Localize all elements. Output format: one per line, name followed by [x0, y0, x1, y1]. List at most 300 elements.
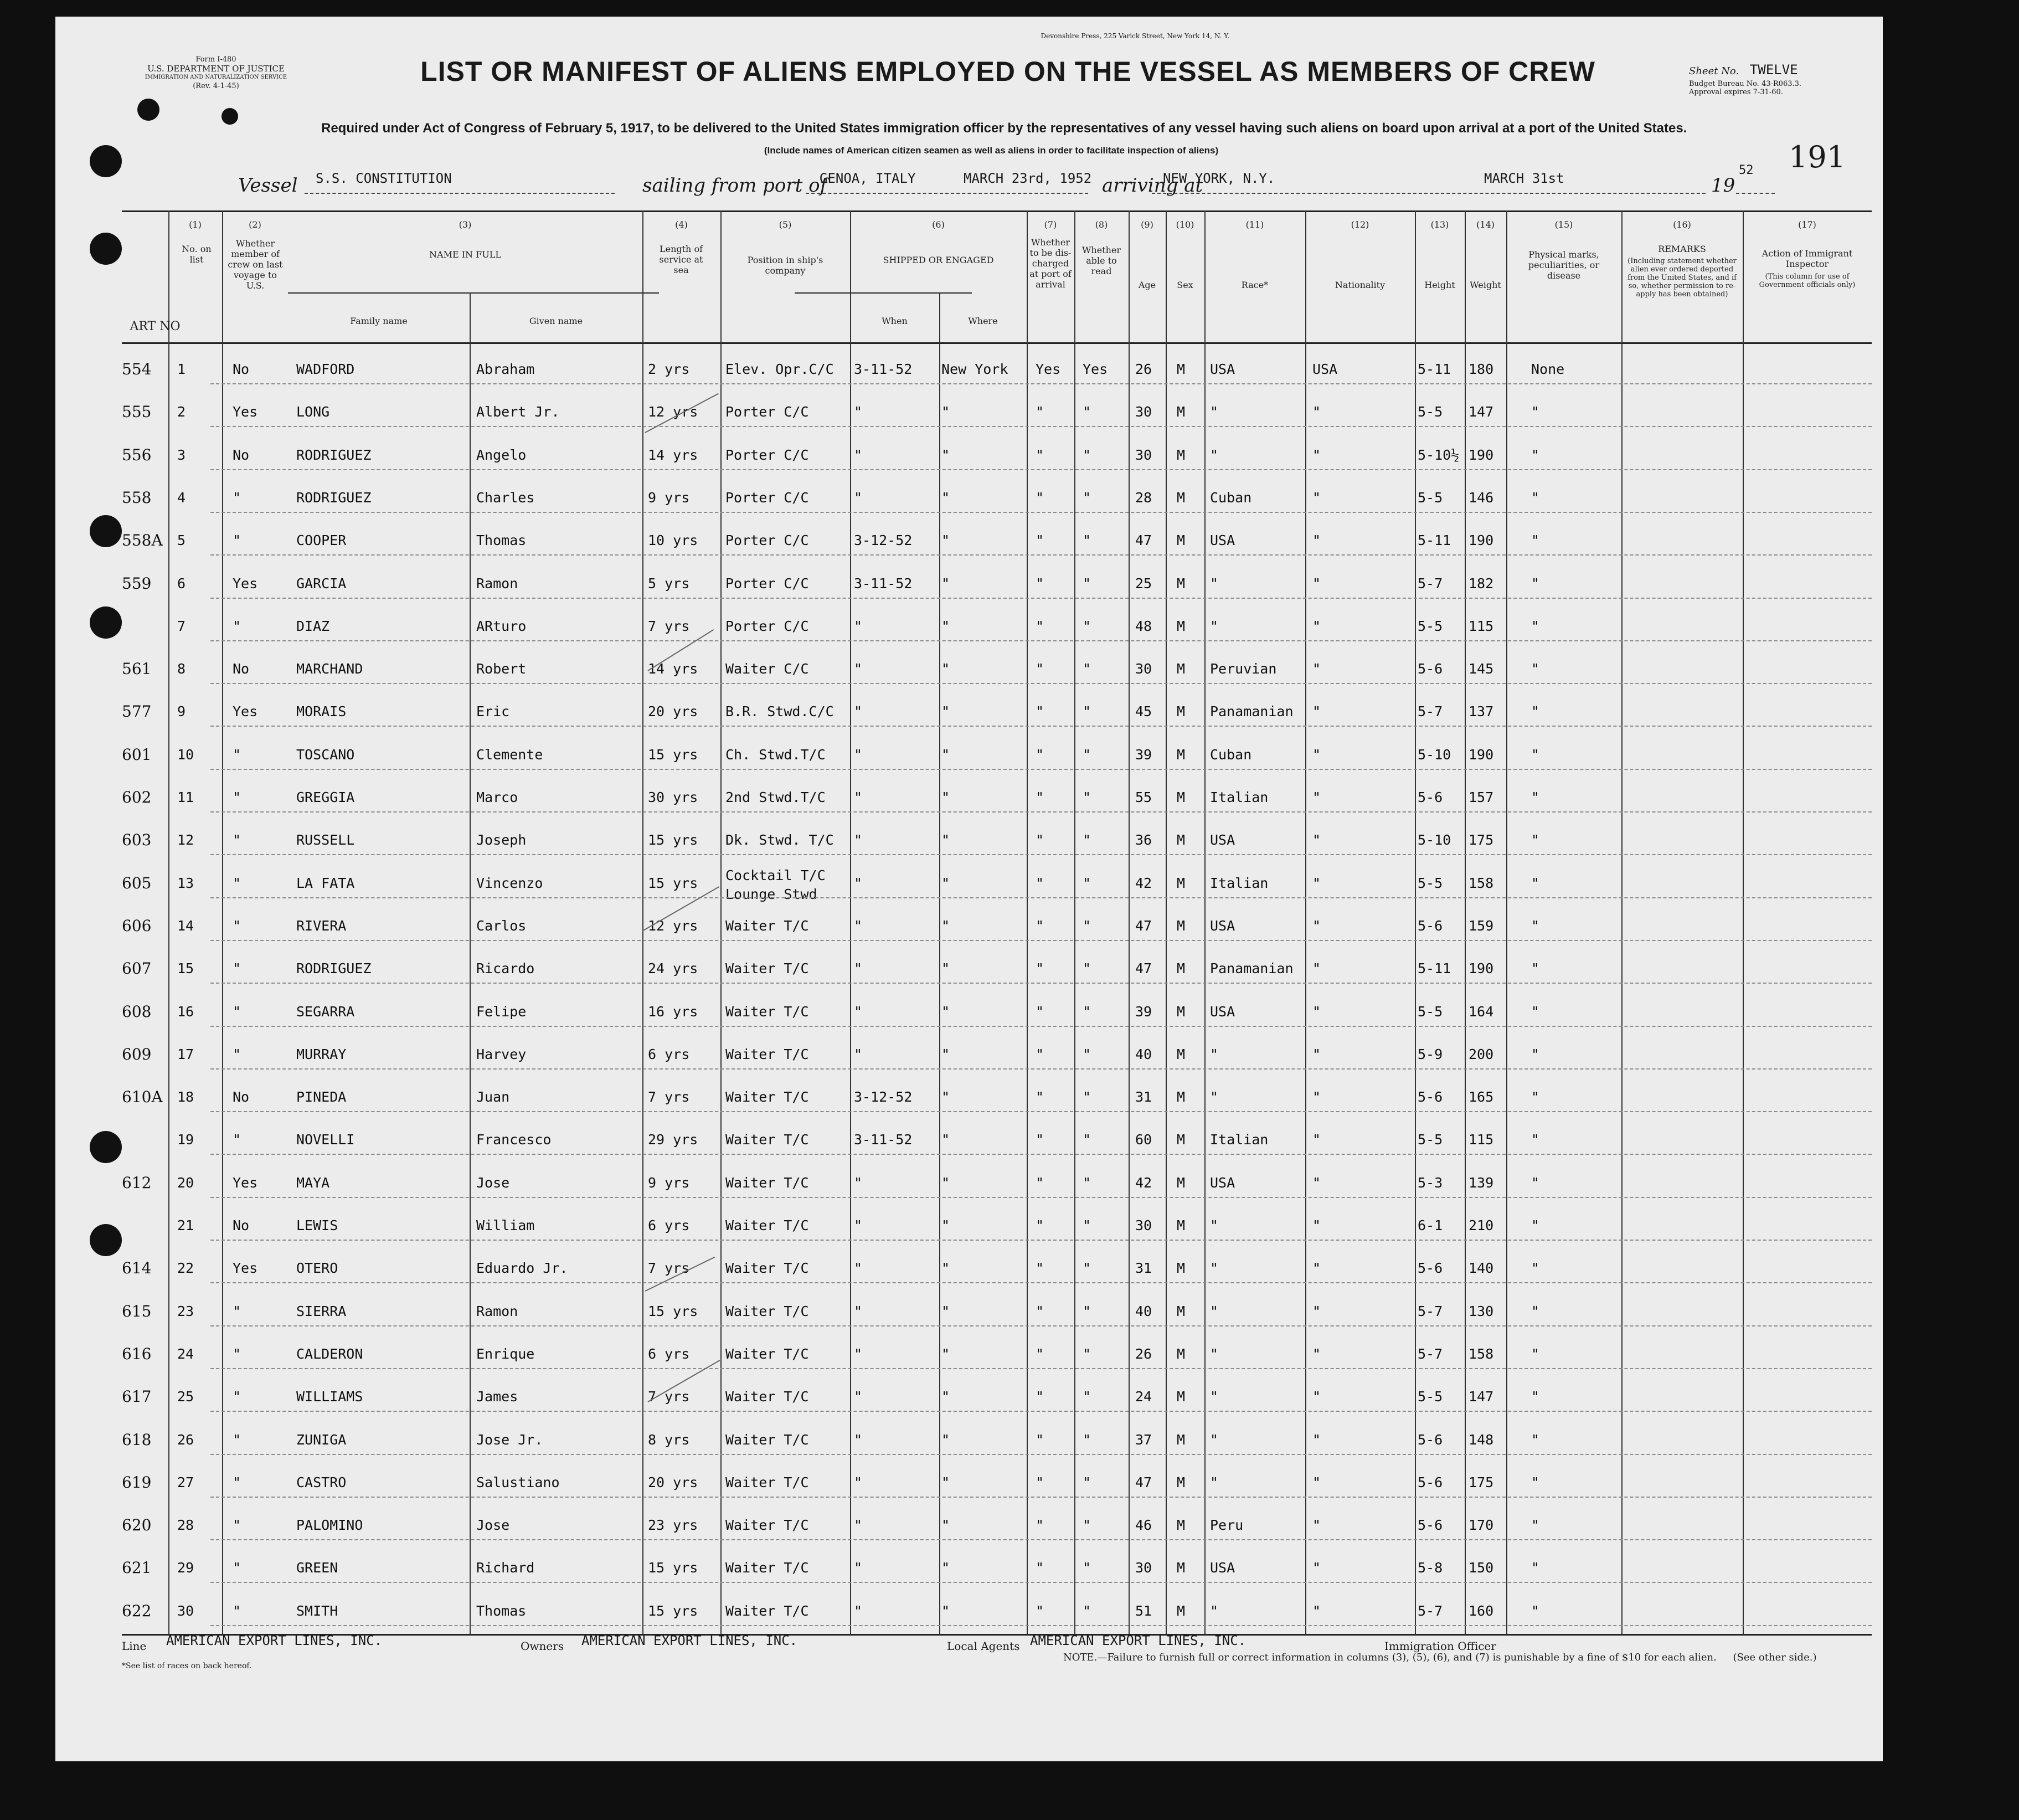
race: "	[1210, 1046, 1219, 1062]
nationality-header: Nationality	[1335, 280, 1386, 290]
able-to-read: "	[1083, 1003, 1091, 1020]
col-10-number: (10)	[1176, 219, 1194, 230]
race: "	[1210, 404, 1219, 420]
age: 26	[1135, 361, 1152, 377]
family-name: CASTRO	[296, 1474, 347, 1490]
physical-marks: "	[1531, 1389, 1540, 1405]
given-name: Felipe	[476, 1003, 527, 1020]
nationality: "	[1312, 703, 1321, 720]
engaged-where: "	[941, 1132, 950, 1148]
sheet-number	[1689, 62, 1798, 78]
table-row	[122, 1077, 1872, 1119]
discharged: "	[1036, 1431, 1044, 1448]
service-length: 10 yrs	[648, 532, 698, 549]
penalty-note	[1063, 1652, 1816, 1663]
sheet-value: TWELVE	[1749, 62, 1798, 78]
nationality: "	[1312, 532, 1321, 549]
weight: 170	[1469, 1517, 1494, 1534]
height: 5-7	[1418, 1602, 1443, 1619]
budget-info	[1689, 80, 1801, 96]
agents-value: AMERICAN EXPORT LINES, INC.	[1030, 1633, 1247, 1648]
physical-marks: "	[1531, 960, 1540, 977]
sex: M	[1177, 789, 1186, 805]
inspector-action-header: Action of Immigrant Inspector	[1762, 248, 1853, 269]
art-number: 559	[122, 574, 152, 593]
remarks-note: (Including statement whether alien ever ordered deported from the United States, and if so, whether permission to re-apply has been obtained)	[1627, 257, 1737, 299]
list-number: 24	[177, 1345, 194, 1362]
table-row	[122, 1505, 1872, 1547]
able-to-read: "	[1083, 1431, 1091, 1448]
year-prefix: 19	[1711, 174, 1735, 197]
ship-position: Waiter T/C	[725, 1089, 809, 1106]
art-number: 558	[122, 488, 152, 507]
given-name: Juan	[476, 1089, 510, 1106]
legal-subtitle: Required under Act of Congress of February 5, 1917, to be delivered to the United States immigration officer by the representatives of any vessel having such aliens on board upon arrival at a port of the United States.	[321, 121, 1687, 136]
height: 5-6	[1418, 661, 1443, 677]
race: "	[1210, 446, 1219, 463]
previous-voyage: "	[233, 1345, 241, 1362]
height: 5-6	[1418, 1089, 1443, 1106]
when-header: When	[882, 316, 908, 326]
physical-marks: "	[1531, 1431, 1540, 1448]
previous-voyage: "	[233, 1389, 241, 1405]
engaged-when: "	[854, 917, 863, 934]
given-name: Eric	[476, 703, 510, 720]
race: USA	[1210, 832, 1235, 849]
table-row	[122, 1119, 1872, 1162]
weight: 139	[1469, 1174, 1494, 1191]
art-number: 617	[122, 1387, 152, 1406]
table-row	[122, 863, 1872, 906]
col-8-number: (8)	[1095, 219, 1108, 230]
able-to-read: "	[1083, 404, 1091, 420]
discharged: Yes	[1036, 361, 1061, 377]
family-name: OTERO	[296, 1260, 338, 1277]
family-name: TOSCANO	[296, 746, 355, 763]
nationality: "	[1312, 1345, 1321, 1362]
ship-position: Waiter T/C	[725, 1260, 809, 1277]
list-number: 17	[177, 1046, 194, 1062]
discharged: "	[1036, 832, 1044, 849]
engaged-where: "	[941, 489, 950, 506]
age: 31	[1135, 1260, 1152, 1277]
art-number: 601	[122, 745, 152, 764]
list-number: 8	[177, 661, 186, 677]
art-number: 577	[122, 702, 152, 721]
physical-marks: "	[1531, 446, 1540, 463]
col-7-number: (7)	[1044, 219, 1057, 230]
service-length: 7 yrs	[648, 1089, 690, 1106]
arriving-label: arriving at	[1102, 174, 1203, 197]
crew-manifest-table	[122, 210, 1872, 1651]
physical-marks: "	[1531, 1003, 1540, 1020]
engaged-where: "	[941, 1303, 950, 1319]
race: "	[1210, 1303, 1219, 1319]
race: USA	[1210, 1174, 1235, 1191]
vessel-label: Vessel	[238, 174, 298, 197]
page-title: LIST OR MANIFEST OF ALIENS EMPLOYED ON THE VESSEL AS MEMBERS OF CREW	[420, 56, 1595, 87]
sex: M	[1177, 1517, 1186, 1534]
sex: M	[1177, 1260, 1186, 1277]
age: 48	[1135, 618, 1152, 634]
engaged-when: "	[854, 703, 863, 720]
ship-position: Waiter T/C	[725, 1474, 809, 1490]
age: 51	[1135, 1602, 1152, 1619]
line-label: Line	[122, 1639, 147, 1653]
service-length: 7 yrs	[648, 1260, 690, 1277]
age: 31	[1135, 1089, 1152, 1106]
art-number: 614	[122, 1259, 152, 1278]
family-name: RODRIGUEZ	[296, 960, 372, 977]
sex: M	[1177, 1474, 1186, 1490]
previous-voyage: Yes	[233, 1260, 258, 1277]
previous-voyage: "	[233, 532, 241, 549]
sex: M	[1177, 446, 1186, 463]
discharged: "	[1036, 404, 1044, 420]
service-length: 14 yrs	[648, 661, 698, 677]
height: 5-7	[1418, 703, 1443, 720]
arrival-port: NEW YORK, N.Y.	[1163, 171, 1275, 186]
list-number: 3	[177, 446, 186, 463]
discharged: "	[1036, 1560, 1044, 1576]
engaged-when: "	[854, 1260, 863, 1277]
engaged-when: "	[854, 832, 863, 849]
height: 5-11	[1418, 960, 1451, 977]
department-name: U.S. DEPARTMENT OF JUSTICE	[147, 64, 285, 74]
punch-hole	[90, 515, 122, 547]
nationality: "	[1312, 1431, 1321, 1448]
list-number: 29	[177, 1560, 194, 1576]
able-to-read: "	[1083, 1345, 1091, 1362]
race: Panamanian	[1210, 960, 1294, 977]
physical-marks: "	[1531, 1174, 1540, 1191]
engaged-where: "	[941, 1431, 950, 1448]
weight: 200	[1469, 1046, 1494, 1062]
discharged: "	[1036, 1132, 1044, 1148]
height: 5-11	[1418, 532, 1451, 549]
stamped-page-number: 191	[1789, 140, 1846, 174]
service-length: 15 yrs	[648, 875, 698, 891]
table-row	[122, 1034, 1872, 1077]
age: 42	[1135, 875, 1152, 891]
previous-voyage: "	[233, 489, 241, 506]
engaged-when: "	[854, 875, 863, 891]
list-number: 20	[177, 1174, 194, 1191]
engaged-when: "	[854, 446, 863, 463]
table-row	[122, 435, 1872, 477]
weight: 190	[1469, 532, 1494, 549]
service-length: 29 yrs	[648, 1132, 698, 1148]
weight: 157	[1469, 789, 1494, 805]
art-number: 620	[122, 1516, 152, 1535]
nationality: "	[1312, 1089, 1321, 1106]
previous-voyage: "	[233, 1132, 241, 1148]
list-number: 25	[177, 1389, 194, 1405]
engaged-when: "	[854, 1003, 863, 1020]
ship-position: Waiter T/C	[725, 1217, 809, 1233]
art-no-header: ART NO	[130, 320, 181, 333]
col-5-number: (5)	[779, 219, 792, 230]
race: USA	[1210, 532, 1235, 549]
form-identifier	[116, 55, 316, 91]
age: 37	[1135, 1431, 1152, 1448]
engaged-when: "	[854, 489, 863, 506]
nationality: "	[1312, 1260, 1321, 1277]
discharged: "	[1036, 917, 1044, 934]
height: 5-6	[1418, 789, 1443, 805]
list-number: 12	[177, 832, 194, 849]
engaged-where: "	[941, 618, 950, 634]
inspector-action-note: (This column for use of Government officials only)	[1759, 273, 1856, 289]
height: 5-8	[1418, 1560, 1443, 1576]
engaged-when: "	[854, 789, 863, 805]
height: 5-6	[1418, 1517, 1443, 1534]
able-to-read: "	[1083, 746, 1091, 763]
previous-voyage: "	[233, 1046, 241, 1062]
given-name: Abraham	[476, 361, 535, 377]
family-name-header: Family name	[350, 316, 408, 326]
weight: 115	[1469, 1132, 1494, 1148]
weight: 160	[1469, 1602, 1494, 1619]
previous-voyage: No	[233, 1089, 250, 1106]
age: 30	[1135, 446, 1152, 463]
physical-marks: "	[1531, 789, 1540, 805]
ship-position: Waiter T/C	[725, 1389, 809, 1405]
age: 24	[1135, 1389, 1152, 1405]
able-to-read: "	[1083, 1560, 1091, 1576]
ship-position: Waiter C/C	[725, 661, 809, 677]
table-row	[122, 1462, 1872, 1505]
engaged-where: "	[941, 1260, 950, 1277]
table-row	[122, 1291, 1872, 1334]
nationality: "	[1312, 1303, 1321, 1319]
departure-port: GENOA, ITALY	[820, 171, 916, 186]
discharged: "	[1036, 532, 1044, 549]
table-row	[122, 734, 1872, 777]
physical-marks: "	[1531, 875, 1540, 891]
physical-marks: "	[1531, 703, 1540, 720]
sex: M	[1177, 1431, 1186, 1448]
race: "	[1210, 575, 1219, 592]
able-to-read: Yes	[1083, 361, 1108, 377]
given-name: Harvey	[476, 1046, 527, 1062]
list-number: 21	[177, 1217, 194, 1233]
weight: 137	[1469, 703, 1494, 720]
service-length: 6 yrs	[648, 1345, 690, 1362]
engaged-where: "	[941, 1046, 950, 1062]
previous-voyage: "	[233, 789, 241, 805]
height: 5-10½	[1418, 446, 1460, 463]
given-name: Francesco	[476, 1132, 552, 1148]
service-length: 30 yrs	[648, 789, 698, 805]
list-number: 26	[177, 1431, 194, 1448]
service-length: 15 yrs	[648, 832, 698, 849]
sex: M	[1177, 1132, 1186, 1148]
col-17-number: (17)	[1798, 219, 1816, 230]
physical-marks: "	[1531, 1345, 1540, 1362]
age: 47	[1135, 1474, 1152, 1490]
able-to-read: "	[1083, 1303, 1091, 1319]
service-length: 6 yrs	[648, 1046, 690, 1062]
given-name: Ramon	[476, 575, 518, 592]
family-name: SEGARRA	[296, 1003, 355, 1020]
ship-position: Waiter T/C	[725, 1003, 809, 1020]
ship-position: Waiter T/C	[725, 1560, 809, 1576]
weight: 140	[1469, 1260, 1494, 1277]
engaged-where: "	[941, 789, 950, 805]
family-name: GARCIA	[296, 575, 347, 592]
weight: 147	[1469, 1389, 1494, 1405]
able-to-read: "	[1083, 960, 1091, 977]
service-length: 8 yrs	[648, 1431, 690, 1448]
height: 5-5	[1418, 404, 1443, 420]
nationality: "	[1312, 661, 1321, 677]
col-15-number: (15)	[1554, 219, 1573, 230]
engaged-where: "	[941, 1174, 950, 1191]
family-name: SIERRA	[296, 1303, 347, 1319]
arrival-date: MARCH 31st	[1484, 171, 1564, 186]
family-name: LONG	[296, 404, 330, 420]
family-name: RODRIGUEZ	[296, 446, 372, 463]
ship-position: Waiter T/C	[725, 1517, 809, 1534]
race: Cuban	[1210, 746, 1252, 763]
discharged: "	[1036, 1217, 1044, 1233]
col-12-number: (12)	[1351, 219, 1369, 230]
sex: M	[1177, 1046, 1186, 1062]
height: 5-10	[1418, 746, 1451, 763]
line-value: AMERICAN EXPORT LINES, INC.	[166, 1633, 383, 1648]
race-header: Race*	[1241, 280, 1269, 290]
race: Italian	[1210, 875, 1269, 891]
discharged: "	[1036, 575, 1044, 592]
art-number: 603	[122, 831, 152, 850]
physical-marks: "	[1531, 661, 1540, 677]
weight: 148	[1469, 1431, 1494, 1448]
weight: 180	[1469, 361, 1494, 377]
family-name: MAYA	[296, 1174, 330, 1191]
age: 60	[1135, 1132, 1152, 1148]
race-footnote: *See list of races on back hereof.	[122, 1662, 252, 1670]
art-number: 554	[122, 360, 152, 378]
ship-position: Waiter T/C	[725, 1174, 809, 1191]
nationality: "	[1312, 1517, 1321, 1534]
engaged-when: "	[854, 618, 863, 634]
engaged-where: "	[941, 1089, 950, 1106]
race: USA	[1210, 917, 1235, 934]
given-name: Marco	[476, 789, 518, 805]
engaged-when: "	[854, 1046, 863, 1062]
able-to-read: "	[1083, 789, 1091, 805]
immigration-officer-label: Immigration Officer	[1384, 1639, 1496, 1653]
height: 5-6	[1418, 1431, 1443, 1448]
given-name: Albert Jr.	[476, 404, 560, 420]
art-number: 606	[122, 916, 152, 935]
race: USA	[1210, 361, 1235, 377]
discharged: "	[1036, 1003, 1044, 1020]
previous-voyage: "	[233, 618, 241, 634]
height: 5-3	[1418, 1174, 1443, 1191]
table-row	[122, 777, 1872, 820]
family-name: PINEDA	[296, 1089, 347, 1106]
given-name: Vincenzo	[476, 875, 543, 891]
penalty-text: NOTE.—Failure to furnish full or correct information in columns (3), (5), (6), and (7) is punishable by a fine of $10 for each alien.	[1063, 1652, 1717, 1663]
height: 5-6	[1418, 917, 1443, 934]
sex: M	[1177, 1345, 1186, 1362]
service-length: 15 yrs	[648, 746, 698, 763]
engaged-where: "	[941, 746, 950, 763]
service-length: 2 yrs	[648, 361, 690, 377]
engaged-when: 3-11-52	[854, 1132, 913, 1148]
family-name: GREGGIA	[296, 789, 355, 805]
discharged: "	[1036, 618, 1044, 634]
sex: M	[1177, 917, 1186, 934]
sex: M	[1177, 1602, 1186, 1619]
art-number: 621	[122, 1559, 152, 1577]
sex: M	[1177, 1560, 1186, 1576]
service-length: 6 yrs	[648, 1217, 690, 1233]
race: "	[1210, 1345, 1219, 1362]
list-number: 27	[177, 1474, 194, 1490]
nationality: "	[1312, 1474, 1321, 1490]
engaged-when: 3-11-52	[854, 575, 913, 592]
col-4-number: (4)	[675, 219, 688, 230]
previous-voyage: "	[233, 917, 241, 934]
list-number: 10	[177, 746, 194, 763]
list-number: 1	[177, 361, 186, 377]
nationality: "	[1312, 618, 1321, 634]
given-name: ARturo	[476, 618, 527, 634]
ship-position: Dk. Stwd. T/C	[725, 832, 834, 849]
given-name: Charles	[476, 489, 535, 506]
race: Cuban	[1210, 489, 1252, 506]
col-2-header: Whether member of crew on last voyage to U.S.	[228, 238, 283, 291]
previous-voyage: "	[233, 960, 241, 977]
ship-position: Waiter T/C	[725, 1431, 809, 1448]
sex: M	[1177, 1003, 1186, 1020]
given-name: Angelo	[476, 446, 527, 463]
engaged-when: "	[854, 1431, 863, 1448]
table-row	[122, 1547, 1872, 1590]
art-number: 608	[122, 1002, 152, 1021]
punch-hole	[90, 606, 122, 639]
weight: 182	[1469, 575, 1494, 592]
sex: M	[1177, 960, 1186, 977]
nationality: "	[1312, 1217, 1321, 1233]
art-number: 610A	[122, 1088, 163, 1107]
art-number: 561	[122, 660, 152, 678]
age: 45	[1135, 703, 1152, 720]
family-name: MORAIS	[296, 703, 347, 720]
able-to-read: "	[1083, 489, 1091, 506]
form-number: Form I-480	[195, 55, 236, 64]
engaged-where: "	[941, 960, 950, 977]
ship-position: Porter C/C	[725, 489, 809, 506]
list-number: 4	[177, 489, 186, 506]
service-length: 20 yrs	[648, 1474, 698, 1490]
engaged-where: "	[941, 661, 950, 677]
table-row	[122, 477, 1872, 520]
weight: 130	[1469, 1303, 1494, 1319]
weight: 210	[1469, 1217, 1494, 1233]
able-to-read: "	[1083, 618, 1091, 634]
given-name: Carlos	[476, 917, 527, 934]
age: 47	[1135, 917, 1152, 934]
physical-marks: "	[1531, 1089, 1540, 1106]
table-row	[122, 1334, 1872, 1376]
art-number: 558A	[122, 531, 163, 550]
engaged-where: "	[941, 404, 950, 420]
sex: M	[1177, 532, 1186, 549]
